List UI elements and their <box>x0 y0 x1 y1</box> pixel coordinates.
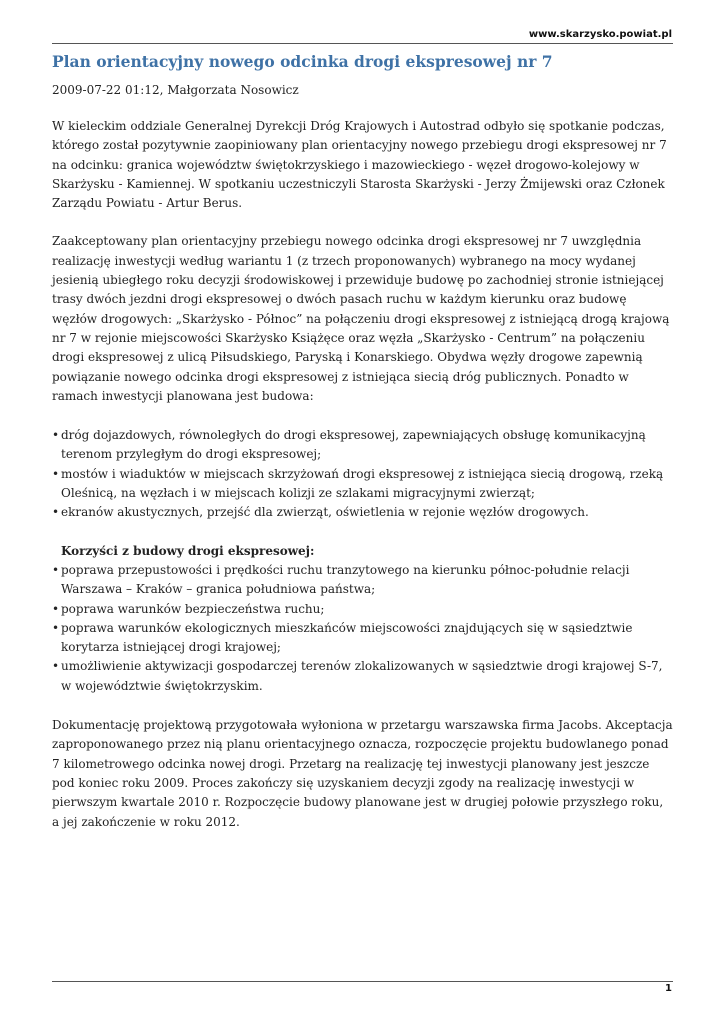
article-meta: 2009-07-22 01:12, Małgorzata Nosowicz <box>52 83 299 97</box>
benefits-list <box>52 561 673 696</box>
site-url: www.skarzysko.powiat.pl <box>528 29 672 40</box>
benefits-heading: Korzyści z budowy drogi ekspresowej: <box>61 543 315 558</box>
article-paragraph-3: Dokumentację projektową przygotowała wyłoniona w przetargu warszawska firma Jacobs. Akceptacja zaproponowanego przez nią planu orientacyjnego oznacza, rozpoczęcie projektu budowlanego ponad 7 kilometrowego odcinka nowej drogi. Przetarg na realizację tej inwestycji planowany jest jeszcze pod koniec roku 2009. Proces zakończy się uzyskaniem decyzji zgody na realizację inwestycji w pierwszym kwartale 2010 r. Rozpoczęcie budowy planowane jest w drugiej połowie przyszłego roku, a jej zakończenie w roku 2012. <box>52 718 673 829</box>
list-item: • dróg dojazdowych, równoległych do drogi ekspresowej, zapewniających obsługę komunikacyjną terenom przyległym do drogi ekspresowej; <box>52 426 673 465</box>
article-paragraph-2: Zaakceptowany plan orientacyjny przebiegu nowego odcinka drogi ekspresowej nr 7 uwzględnia realizację inwestycji według wariantu 1 (z trzech proponowanych) wybranego na mocy wydanej jesienią ubiegłego roku decyzji środowiskowej i przewiduje budowę po zachodniej stronie istniejącej trasy dwóch jezdni drogi ekspresowej o dwóch pasach ruchu w każdym kierunku oraz budowę węzłów drogowych: „Skarżysko - Północ” na połączeniu drogi ekspresowej z istniejącą drogą krajową nr 7 w rejonie miejscowości Skarżysko Książęce oraz węzła „Skarżysko - Centrum” na połączeniu drogi ekspresowej z ulicą Piłsudskiego, Paryską i Konarskiego. Obydwa węzły drogowe zapewnią powiązanie nowego odcinka drogi ekspresowej z istniejąca siecią dróg publicznych. Ponadto w ramach inwestycji planowana jest budowa: <box>52 234 670 403</box>
list-item: • umożliwienie aktywizacji gospodarczej terenów zlokalizowanych w sąsiedztwie drogi krajowej S-7, w województwie świętokrzyskim. <box>52 657 673 696</box>
list-item: • poprawa warunków bezpieczeństwa ruchu; <box>52 600 673 619</box>
list-item: • mostów i wiaduktów w miejscach skrzyżowań drogi ekspresowej z istniejąca siecią drogową, rzeką Oleśnicą, na węzłach i w miejscach kolizji ze szlakami migracyjnymi zwierząt; <box>52 465 673 504</box>
article-paragraph-1: W kieleckim oddziale Generalnej Dyrekcji Dróg Krajowych i Autostrad odbyło się spotkanie podczas, którego został pozytywnie zaopiniowany plan orientacyjny nowego przebiegu drogi ekspresowej nr 7 na odcinku: granica województw świętokrzyskiego i mazowieckiego - węzeł drogowo-kolejowy w Skarżysku - Kamiennej. W spotkaniu uczestniczyli Starosta Skarżyski - Jerzy Żmijewski oraz Członek Zarządu Powiatu - Artur Berus. <box>52 119 667 211</box>
construction-list <box>52 426 673 522</box>
list-item: • poprawa warunków ekologicznych mieszkańców miejscowości znajdujących się w sąsiedztwie korytarza istniejącej drogi krajowej; <box>52 619 673 658</box>
article <box>52 51 673 832</box>
article-title: Plan orientacyjny nowego odcinka drogi ekspresowej nr 7 <box>52 52 553 71</box>
page-number: 1 <box>665 983 672 994</box>
list-item: • poprawa przepustowości i prędkości ruchu tranzytowego na kierunku północ-południe relacji Warszawa – Kraków – granica południowa państwa; <box>52 561 673 600</box>
footer-divider <box>52 981 673 982</box>
header-divider <box>52 43 673 44</box>
list-item: • ekranów akustycznych, przejść dla zwierząt, oświetlenia w rejonie węzłów drogowych. <box>52 503 673 522</box>
